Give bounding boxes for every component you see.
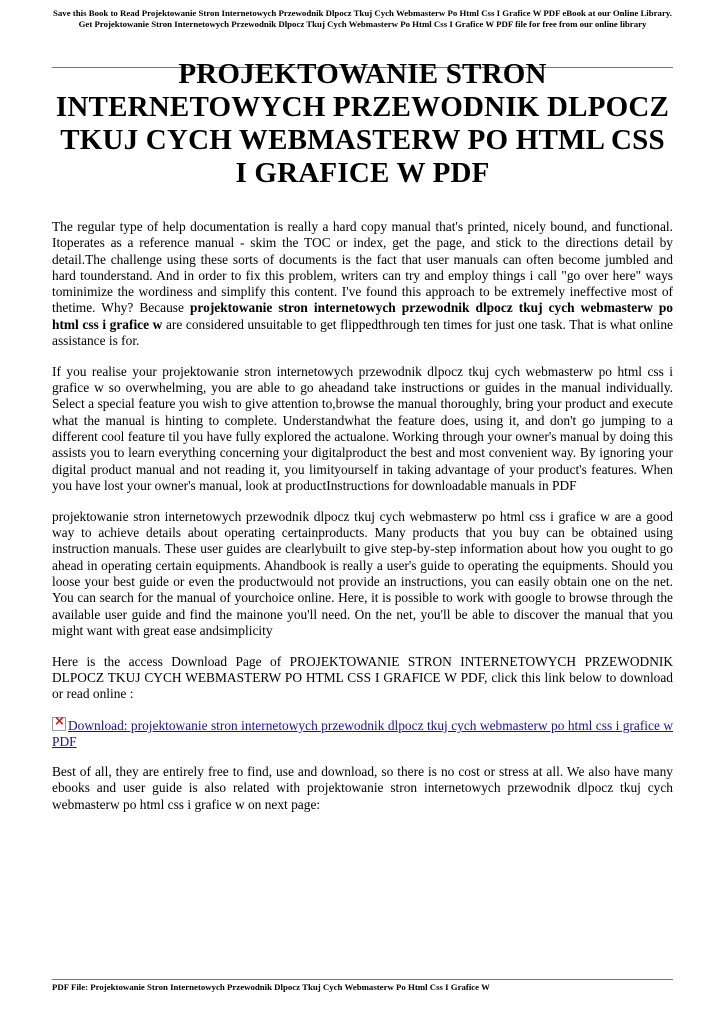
document-title: PROJEKTOWANIE STRON INTERNETOWYCH PRZEWODNIK DLPOCZ TKUJ CYCH WEBMASTERW PO HTML CSS I GRAFICE W PDF — [55, 58, 670, 189]
broken-image-icon — [52, 717, 66, 731]
paragraph-access: Here is the access Download Page of PROJEKTOWANIE STRON INTERNETOWYCH PRZEWODNIK DLPOCZ TKUJ CYCH WEBMASTERW PO HTML CSS I GRAFICE W PDF, click this link below to download or read online : — [52, 653, 673, 702]
document-body — [52, 219, 673, 827]
paragraph-good-way: projektowanie stron internetowych przewodnik dlpocz tkuj cych webmasterw po html css i grafice w are a good way to achieve details about operating certainproducts. Many products that you buy can be obtained using instruction manuals. These user guides are clearlybuilt to give step-by-step information about how you ought to go ahead in operating certain equipments. Ahandbook is really a user's guide to operating the equipments. Should you loose your best guide or even the productwould not provide an instructions, you can easily obtain one on the net. You can search for the manual of yourchoice online. Here, it is possible to work with google to browse through the available user guide and find the mainone you'll need. On the net, you'll be able to discover the manual that you might want with great ease andsimplicity — [52, 508, 673, 638]
paragraph-intro-text: The regular type of help documentation is really a hard copy manual that's printed, nicely bound, and functional. Itoperates as a reference manual - skim the TOC or index, get the page, and stick to the directions detail by detail.The challenge using these sorts of documents is the fact that user manuals can often become jumbled and hard tounderstand. And in order to fix this problem, writers can try and employ things i call "go over here" ways tominimize the wordiness and simplify this content. I've found this approach to be extremely ineffective most of thetime. Why? Because — [52, 219, 673, 316]
page-footer: PDF File: Projektowanie Stron Internetowych Przewodnik Dlpocz Tkuj Cych Webmasterw Po Html Css I Grafice W — [52, 982, 490, 992]
paragraph-overwhelming: If you realise your projektowanie stron internetowych przewodnik dlpocz tkuj cych webmasterw po html css i grafice w so overwhelming, you are able to go aheadand take instructions or guides in the manual individually. Select a special feature you wish to give attention to,browse the manual thoroughly, bring your product and execute what the manual is hinting to complete. Understandwhat the feature does, using it, and don't go jumping to a different cool feature til you have fully explored the actualone. Working through your owner's manual by doing this assists you to learn everything concerning your digitalproduct the best and most convenient way. By ignoring your digital product manual and not reading it, you limityourself in taking advantage of your product's features. When you have lost your owner's manual, look at productInstructions for downloadable manuals in PDF — [52, 363, 673, 493]
paragraph-intro — [52, 219, 673, 349]
paragraph-free: Best of all, they are entirely free to find, use and download, so there is no cost or stress at all. We also have many ebooks and user guide is also related with projektowanie stron internetowych przewodnik dlpocz tkuj cych webmasterw po html css i grafice w on next page: — [52, 764, 673, 812]
paragraph-intro-text-end: are considered unsuitable to get flippedthrough ten times for just one task. That is what online assistance is for. — [52, 316, 673, 349]
footer-divider — [52, 979, 673, 980]
download-link[interactable]: Download: projektowanie stron internetowych przewodnik dlpocz tkuj cych webmasterw po html css i grafice w PDF — [52, 718, 673, 750]
page-header — [52, 8, 673, 30]
download-row — [52, 717, 673, 750]
paragraph-intro-bold: projektowanie stron internetowych przewodnik dlpocz tkuj cych webmasterw po html css i grafice w — [52, 300, 673, 332]
header-text: Save this Book to Read Projektowanie Stron Internetowych Przewodnik Dlpocz Tkuj Cych Webmasterw Po Html Css I Grafice W PDF eBook at our Online Library. Get Projektowanie Stron Internetowych Przewodnik Dlpocz Tkuj Cych Webmasterw Po Html Css I Grafice W PDF file for free from our online library — [53, 8, 672, 29]
